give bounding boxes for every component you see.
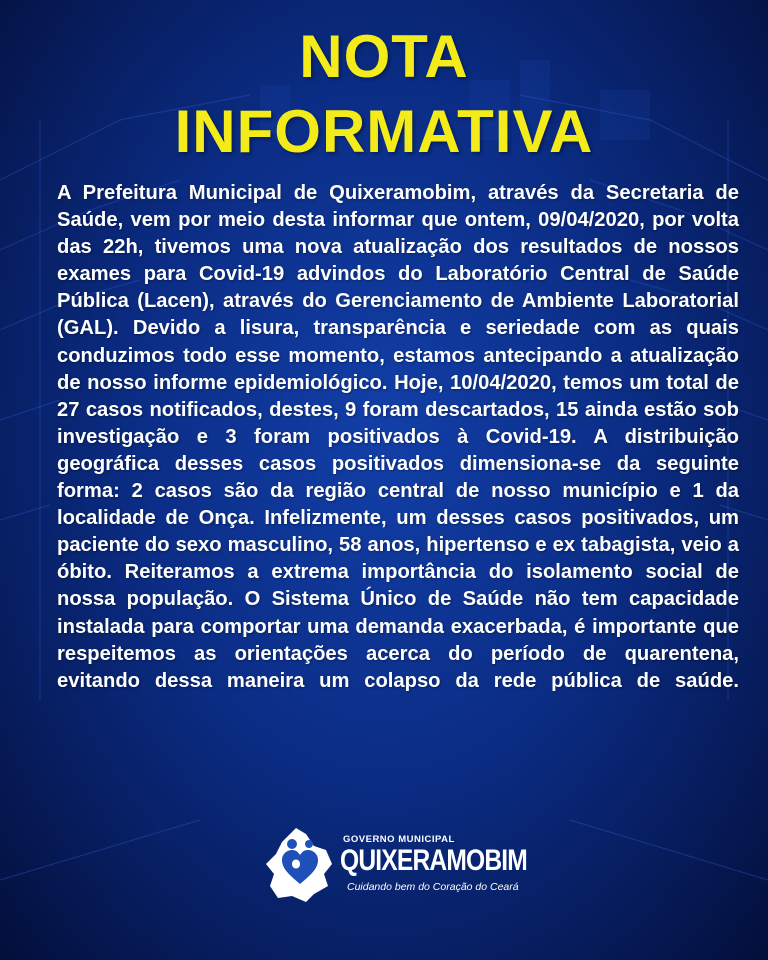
title-line-1: NOTA (299, 23, 469, 90)
logo-tagline: Cuidando bem do Coração do Ceará (347, 881, 519, 893)
logo-government-label: GOVERNO MUNICIPAL (343, 834, 455, 845)
quixeramobim-map-heart-icon (262, 824, 338, 904)
notice-body-text: A Prefeitura Municipal de Quixeramobim, através da Secretaria de Saúde, vem por meio desta informar que ontem, 09/04/2020, por volta das 22h, tivemos uma nova atualização dos resultados de nossos exames para Covid-19 advindos do Laboratório Central de Saúde Pública (Lacen), através do Gerenciamento de Ambiente Laboratorial (GAL). Devido a lisura, transparência e seriedade com as quais conduzimos todo esse momento, estamos antecipando a atualização de nosso informe epidemiológico. Hoje, 10/04/2020, temos um total de 27 casos notificados, destes, 9 foram descartados, 15 ainda estão sob investigação e 3 foram positivados à Covid-19. A distribuição geográfica desses casos positivados dimensiona-se da seguinte forma: 2 casos são da região central de nosso município e 1 da localidade de Onça. Infelizmente, um desses casos positivados, um paciente do sexo masculino, 58 anos, hipertenso e ex tabagista, veio a óbito. Reiteramos a extrema importância do isolamento social de nossa população. O Sistema Único de Saúde não tem capacidade instalada para comportar uma demanda exacerbada, é importante que respeitemos as orientações acerca do período de quarentena, evitando dessa maneira um colapso da rede pública de saúde. (57, 182, 739, 692)
municipal-logo (262, 824, 527, 904)
logo-municipality-name: QUIXERAMOBIM (340, 844, 527, 877)
title-line-2: INFORMATIVA (174, 98, 594, 165)
